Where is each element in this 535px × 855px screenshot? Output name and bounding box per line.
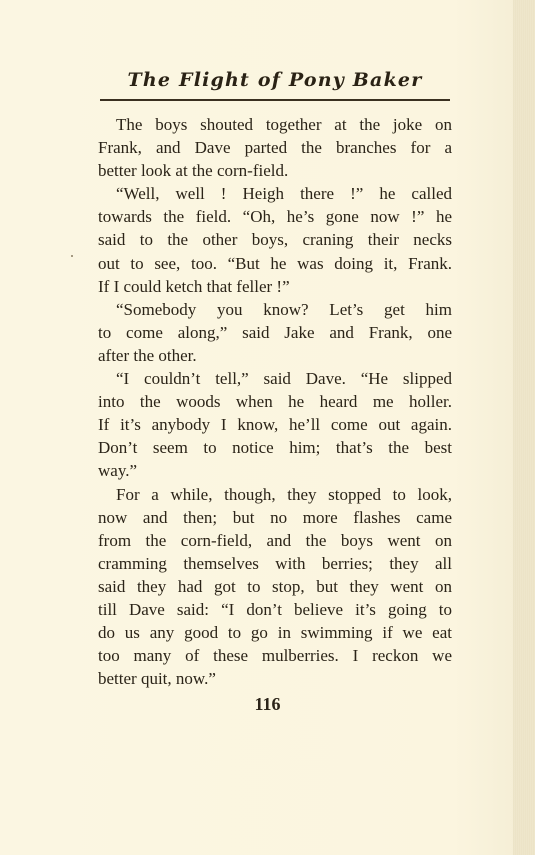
- paragraph: [98, 367, 452, 482]
- text-line: into the woods when he heard me holler.: [98, 392, 452, 412]
- page-edge: [513, 0, 535, 855]
- text-line: For a while, though, they stopped to look,: [116, 484, 452, 504]
- page-number: 116: [254, 694, 281, 714]
- paragraph: [98, 113, 452, 182]
- text-line: way.”: [98, 461, 138, 481]
- text-line: now and then; but no more flashes came: [98, 507, 452, 527]
- text-line: Frank, and Dave parted the branches for a: [98, 138, 452, 158]
- text-line: towards the field. “Oh, he’s gone now !” he: [98, 207, 452, 227]
- page-header: [100, 69, 450, 101]
- running-title: The Flight of Pony Baker: [127, 69, 423, 91]
- text-line: out to see, too. “But he was doing it, Frank.: [98, 253, 452, 273]
- body-text: [98, 113, 452, 690]
- text-line: “Well, well ! Heigh there !” he called: [116, 184, 452, 204]
- text-line: said they had got to stop, but they went on: [98, 576, 452, 596]
- header-rule: [100, 99, 450, 101]
- text-line: after the other.: [98, 345, 197, 365]
- text-line: better quit, now.”: [98, 669, 216, 689]
- text-line: to come along,” said Jake and Frank, one: [98, 322, 452, 342]
- text-line: better look at the corn-field.: [98, 161, 289, 181]
- paragraph: [98, 298, 452, 367]
- text-line: said to the other boys, craning their necks: [98, 230, 452, 250]
- text-line: If I could ketch that feller !”: [98, 276, 290, 296]
- text-line: do us any good to go in swimming if we eat: [98, 623, 452, 643]
- ink-speck: [71, 255, 73, 257]
- text-line: too many of these mulberries. I reckon we: [98, 646, 452, 666]
- text-line: The boys shouted together at the joke on: [116, 115, 452, 134]
- text-line: till Dave said: “I don’t believe it’s going to: [98, 599, 452, 619]
- text-line: If it’s anybody I know, he’ll come out again.: [98, 415, 452, 435]
- text-line: Don’t seem to notice him; that’s the best: [98, 438, 452, 458]
- paragraph: [98, 182, 452, 297]
- paragraph: [98, 483, 452, 691]
- text-line: “Somebody you know? Let’s get him: [116, 299, 452, 319]
- text-line: cramming themselves with berries; they all: [98, 553, 452, 573]
- text-line: from the corn-field, and the boys went on: [98, 530, 452, 550]
- text-line: “I couldn’t tell,” said Dave. “He slipped: [116, 369, 452, 389]
